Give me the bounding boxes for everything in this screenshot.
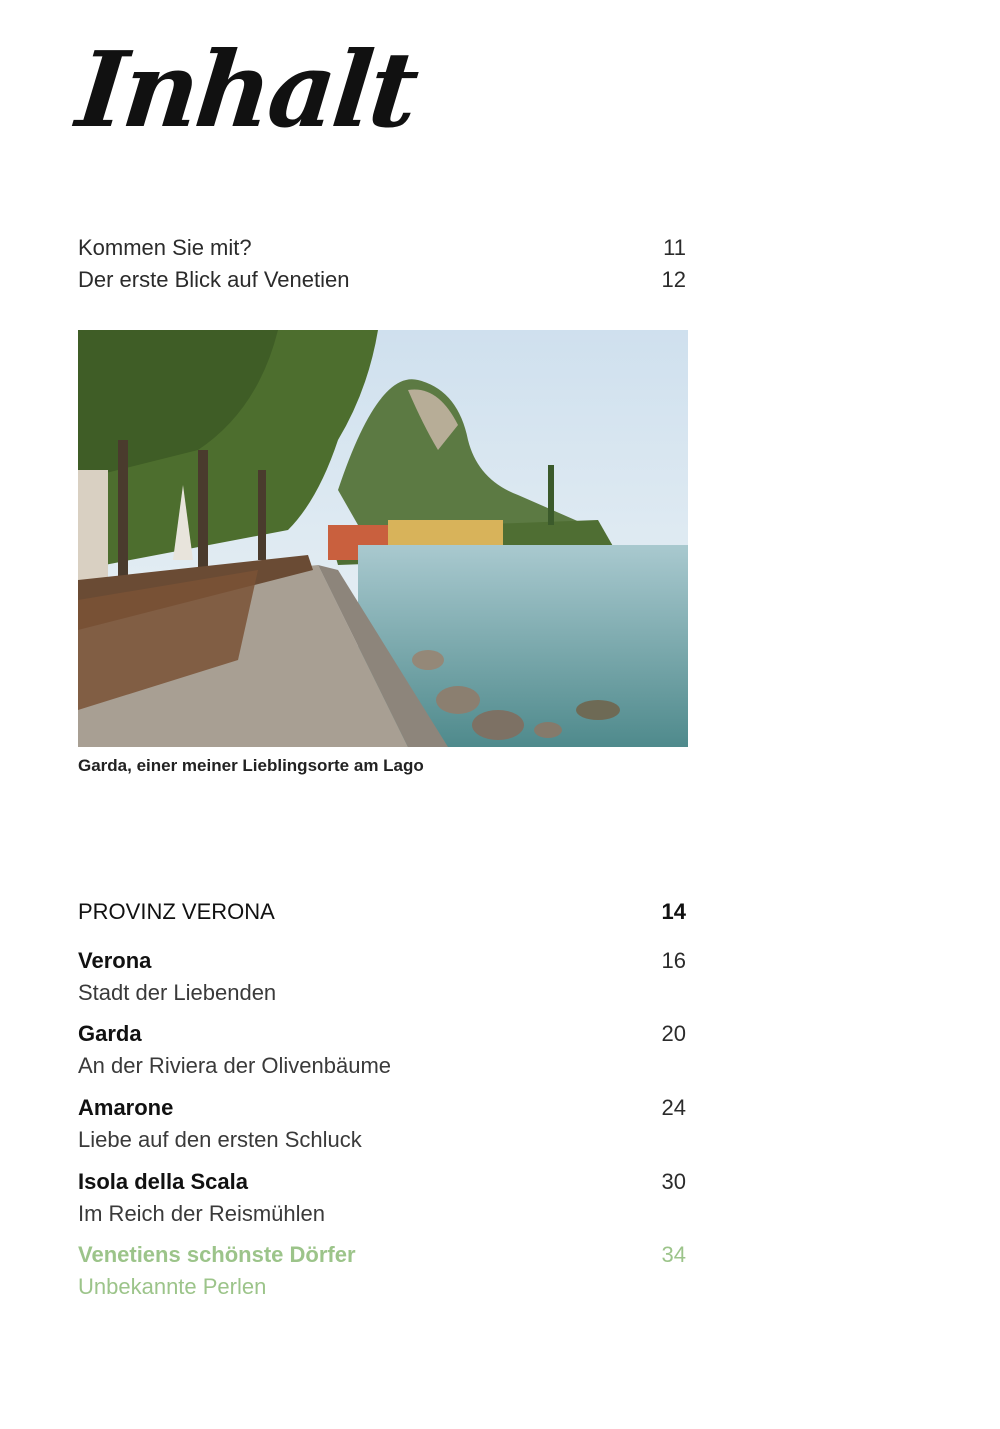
toc-section-header[interactable]	[78, 899, 686, 925]
toc-entry-title: Garda	[78, 1021, 142, 1046]
toc-entry-subtitle: Unbekannte Perlen	[78, 1274, 267, 1299]
toc-entry-title: Verona	[78, 948, 152, 973]
toc-entry-doerfer[interactable]	[78, 1242, 686, 1268]
garda-photo	[78, 330, 688, 747]
toc-entry-title: Isola della Scala	[78, 1169, 248, 1194]
toc-row-intro-2[interactable]	[78, 267, 686, 293]
toc-entry-subtitle: An der Riviera der Olivenbäume	[78, 1053, 392, 1078]
toc-entry-page: 24	[661, 1095, 686, 1120]
toc-title: Der erste Blick auf Venetien	[78, 267, 350, 292]
toc-title: Kommen Sie mit?	[78, 235, 252, 260]
page-title: Inhalt	[71, 28, 422, 151]
toc-entry-page: 30	[661, 1169, 686, 1194]
toc-page: 11	[663, 235, 686, 260]
toc-entry-subtitle: Stadt der Liebenden	[78, 980, 277, 1005]
toc-entry-page: 16	[661, 948, 686, 973]
toc-page: 12	[661, 267, 686, 292]
toc-row-intro-1[interactable]	[78, 235, 686, 261]
section-title: PROVINZ VERONA	[78, 899, 275, 924]
toc-entry-subtitle: Im Reich der Reismühlen	[78, 1201, 325, 1226]
toc-entry-verona[interactable]	[78, 948, 686, 974]
toc-entry-title: Amarone	[78, 1095, 174, 1120]
toc-entry-isola-della-scala[interactable]	[78, 1169, 686, 1195]
photo-caption: Garda, einer meiner Lieblingsorte am Lago	[78, 756, 424, 775]
toc-entry-title: Venetiens schönste Dörfer	[78, 1242, 356, 1267]
toc-entry-page: 34	[661, 1242, 686, 1267]
toc-entry-amarone[interactable]	[78, 1095, 686, 1121]
toc-entry-page: 20	[661, 1021, 686, 1046]
section-page: 14	[661, 899, 686, 924]
toc-entry-subtitle: Liebe auf den ersten Schluck	[78, 1127, 362, 1152]
toc-entry-garda[interactable]	[78, 1021, 686, 1047]
